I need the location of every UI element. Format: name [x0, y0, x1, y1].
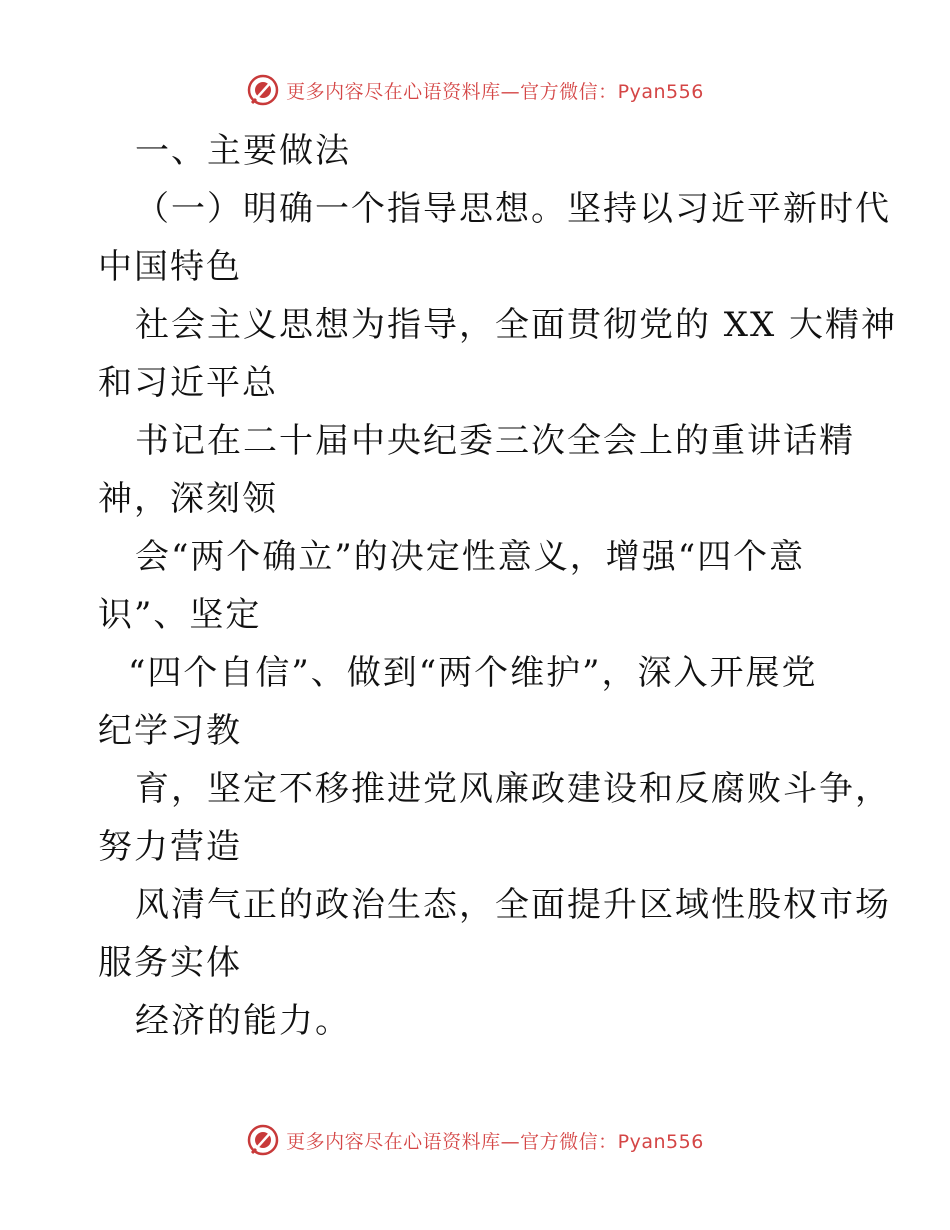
section-heading: 一、主要做法 — [135, 131, 351, 171]
paragraph-line: 风清气正的政治生态，全面提升区域性股权市场 — [135, 885, 891, 925]
paragraph-line: 服务实体 — [98, 943, 242, 983]
paragraph-line: 中国特色 — [98, 247, 242, 287]
pen-logo-icon — [246, 1123, 280, 1157]
header-banner-text: 更多内容尽在心语资料库—官方微信：Pyan556 — [286, 80, 704, 103]
paragraph-line: “四个自信”、做到“两个维护”，深入开展党 — [128, 653, 818, 693]
footer-banner — [0, 1120, 950, 1160]
paragraph-line: 识”、坚定 — [98, 595, 262, 635]
paragraph-line: （一）明确一个指导思想。坚持以习近平新时代 — [135, 189, 891, 229]
header-banner — [0, 70, 950, 110]
footer-banner-text: 更多内容尽在心语资料库—官方微信：Pyan556 — [286, 1130, 704, 1153]
paragraph-line: 会“两个确立”的决定性意义，增强“四个意 — [135, 537, 806, 577]
paragraph-line: 和习近平总 — [98, 363, 278, 403]
paragraph-line: 纪学习教 — [98, 711, 242, 751]
paragraph-line: 经济的能力。 — [135, 1001, 351, 1041]
paragraph-line: 神，深刻领 — [98, 479, 278, 519]
paragraph-line: 努力营造 — [98, 827, 242, 867]
paragraph-line: 书记在二十届中央纪委三次全会上的重讲话精 — [135, 421, 855, 461]
paragraph-line: 社会主义思想为指导，全面贯彻党的 XX 大精神 — [135, 305, 898, 345]
paragraph-line: 育，坚定不移推进党风廉政建设和反腐败斗争， — [135, 769, 891, 809]
document-body — [98, 122, 898, 1050]
pen-logo-icon — [246, 73, 280, 107]
